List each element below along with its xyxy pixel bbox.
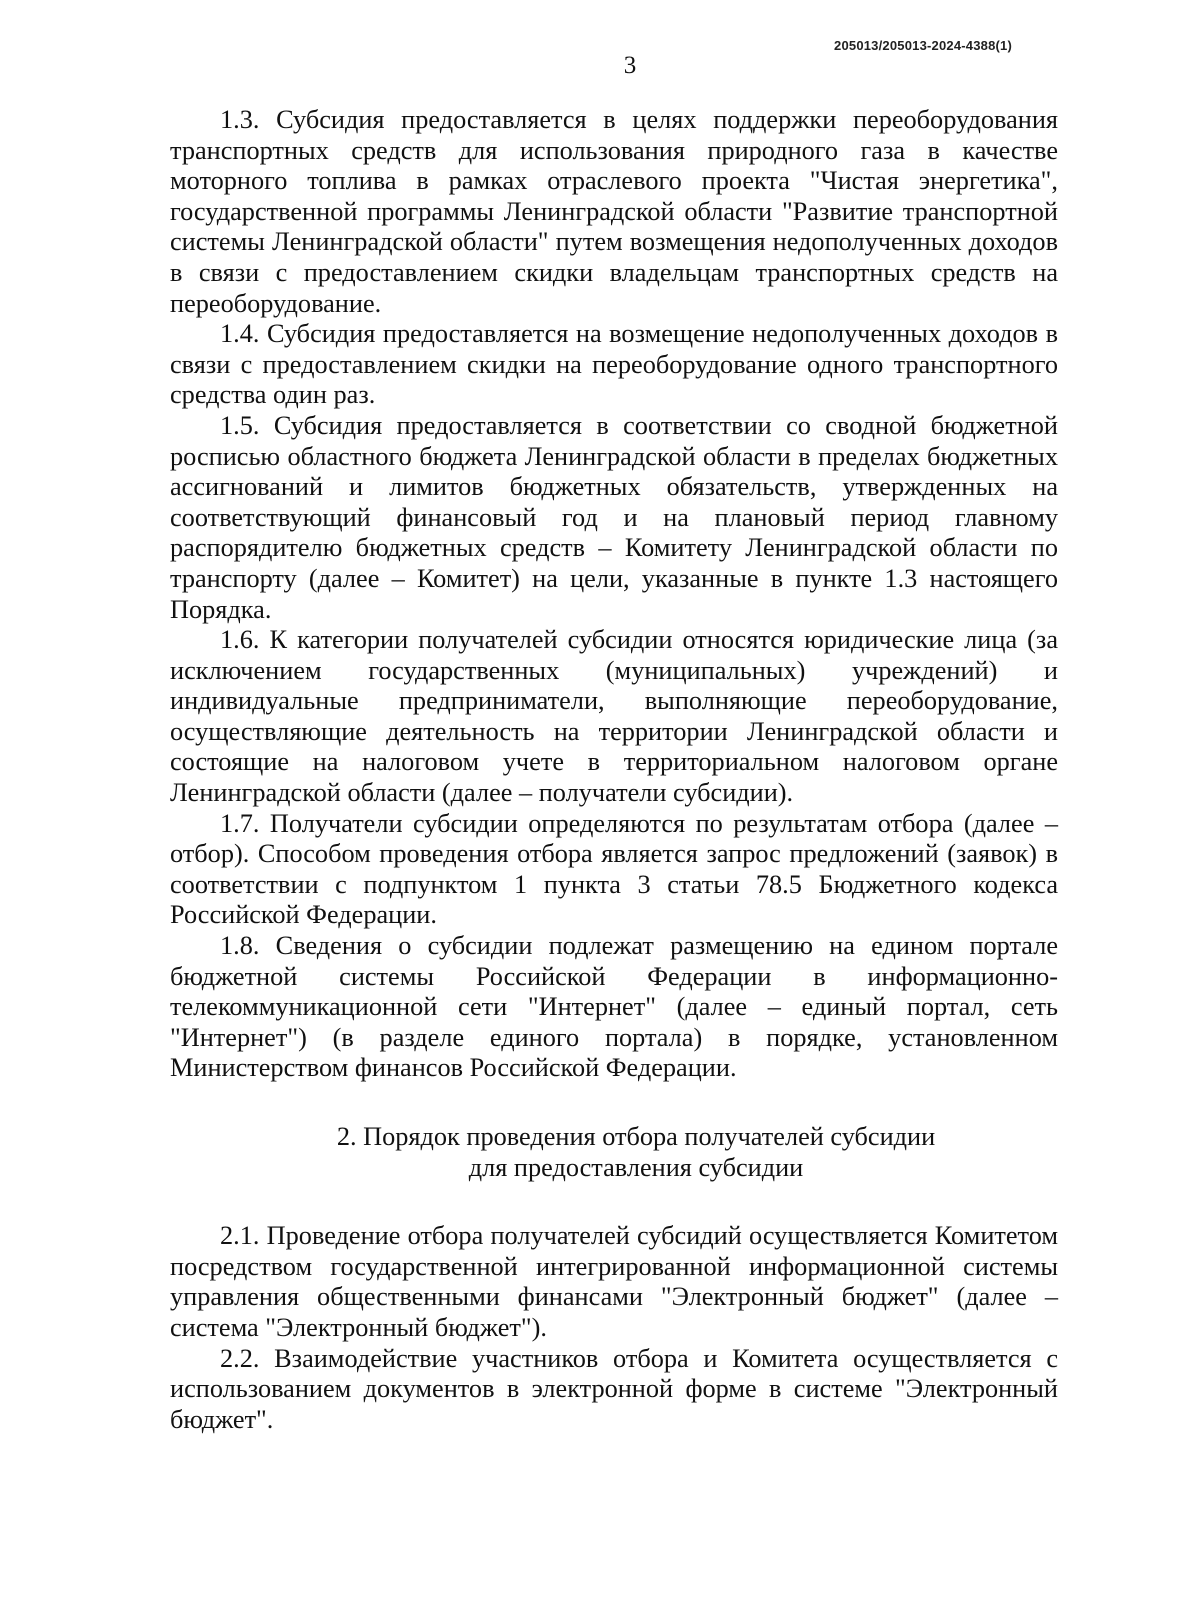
document-id: 205013/205013-2024-4388(1) <box>834 38 1012 53</box>
paragraph-1-4: 1.4. Субсидия предоставляется на возмещение недополученных доходов в связи с предоставлением скидки на переоборудование одного транспортного средства один раз. <box>170 319 1058 410</box>
document-body <box>170 105 1058 1435</box>
page-number: 3 <box>623 52 637 79</box>
paragraph-2-1: 2.1. Проведение отбора получателей субсидий осуществляется Комитетом посредством государственной интегрированной информационной системы управления общественными финансами "Электронный бюджет" (далее – система "Электронный бюджет"). <box>170 1221 1058 1342</box>
paragraph-1-3: 1.3. Субсидия предоставляется в целях поддержки переоборудования транспортных средств для использования природного газа в качестве моторного топлива в рамках отраслевого проекта "Чистая энергетика", государственной программы Ленинградской области "Развитие транспортной системы Ленинградской области" путем возмещения недополученных доходов в связи с предоставлением скидки владельцам транспортных средств на переоборудование. <box>170 105 1058 318</box>
paragraph-1-7: 1.7. Получатели субсидии определяются по результатам отбора (далее – отбор). Способом проведения отбора является запрос предложений (заявок) в соответствии с подпунктом 1 пункта 3 статьи 78.5 Бюджетного кодекса Российской Федерации. <box>170 808 1058 930</box>
paragraph-2-2: 2.2. Взаимодействие участников отбора и Комитета осуществляется с использованием документов в электронной форме в системе "Электронный бюджет". <box>170 1343 1058 1434</box>
section-2-heading-line1: 2. Порядок проведения отбора получателей субсидии <box>336 1122 936 1151</box>
paragraph-1-8: 1.8. Сведения о субсидии подлежат размещению на едином портале бюджетной системы Российской Федерации в информационно-телекоммуникационной сети "Интернет" (далее – единый портал, сеть "Интернет") (в разделе единого портала) в порядке, установленном Министерством финансов Российской Федерации. <box>170 931 1058 1083</box>
paragraph-1-6: 1.6. К категории получателей субсидии относятся юридические лица (за исключением государственных (муниципальных) учреждений) и индивидуальные предприниматели, выполняющие переоборудование, осуществляющие деятельность на территории Ленинградской области и состоящие на налоговом учете в территориальном налоговом органе Ленинградской области (далее – получатели субсидии). <box>170 625 1058 808</box>
section-2-heading-line2: для предоставления субсидии <box>468 1152 804 1182</box>
section-2-heading <box>170 1122 1058 1183</box>
paragraph-1-5: 1.5. Субсидия предоставляется в соответствии со сводной бюджетной росписью областного бюджета Ленинградской области в пределах бюджетных ассигнований и лимитов бюджетных обязательств, утвержденных на соответствующий финансовый год и на плановый период главному распорядителю бюджетных средств – Комитету Ленинградской области по транспорту (далее – Комитет) на цели, указанные в пункте 1.3 настоящего Порядка. <box>170 410 1058 624</box>
